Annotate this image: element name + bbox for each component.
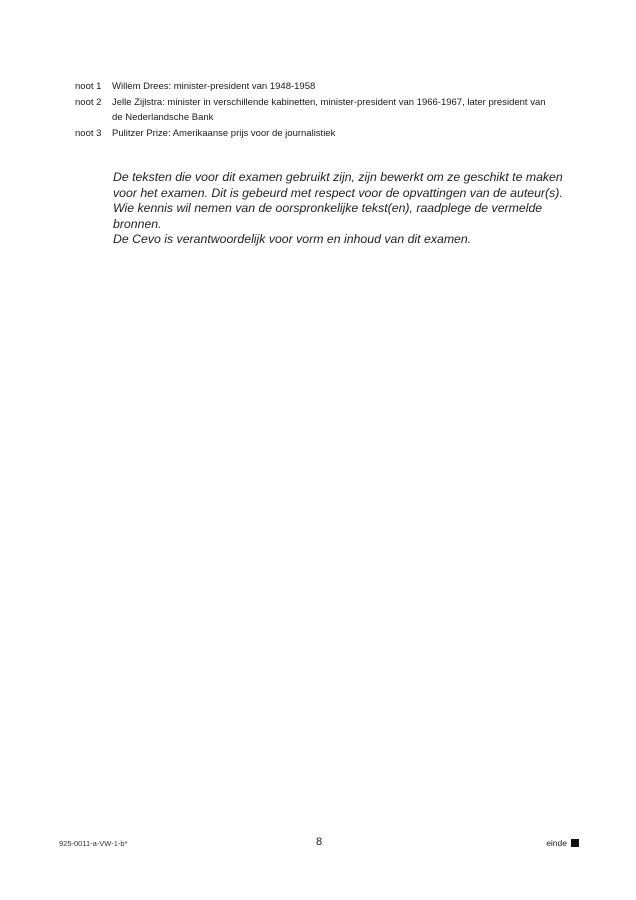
disclaimer-paragraph: De teksten die voor dit examen gebruikt zijn, zijn bewerkt om ze geschikt te maken voor het examen. Dit is gebeurd met respect voor de opvattingen van de auteur(s). Wie kennis wil nemen van de oorspronkelijke tekst(en), raadplege de vermelde bronnen. — [113, 170, 563, 231]
footnote-text: Jelle Zijlstra: minister in verschillende kabinetten, minister-president van 1966-1967, later president van de Nederlandsche Bank — [112, 96, 546, 123]
end-label: einde — [546, 838, 567, 848]
page-footer — [59, 836, 579, 850]
end-marker — [546, 838, 579, 848]
footnotes — [75, 79, 555, 141]
footnote-2 — [75, 95, 555, 126]
footnote-label: noot 2 — [75, 96, 102, 108]
end-square-icon — [571, 839, 579, 847]
footnote-3 — [75, 126, 555, 142]
footnote-1 — [75, 79, 555, 95]
footnote-label: noot 1 — [75, 81, 102, 92]
page-number: 8 — [315, 836, 323, 848]
disclaimer-responsibility: De Cevo is verantwoordelijk voor vorm en inhoud van dit examen. — [113, 232, 472, 247]
footnote-text: Pulitzer Prize: Amerikaanse prijs voor de journalistiek — [112, 127, 336, 139]
footnote-text: Willem Drees: minister-president van 1948-1958 — [112, 81, 316, 92]
exam-disclaimer — [113, 170, 563, 248]
exam-code: 925-0011-a-VW-1-b* — [59, 839, 128, 848]
footnote-label: noot 3 — [75, 127, 102, 139]
